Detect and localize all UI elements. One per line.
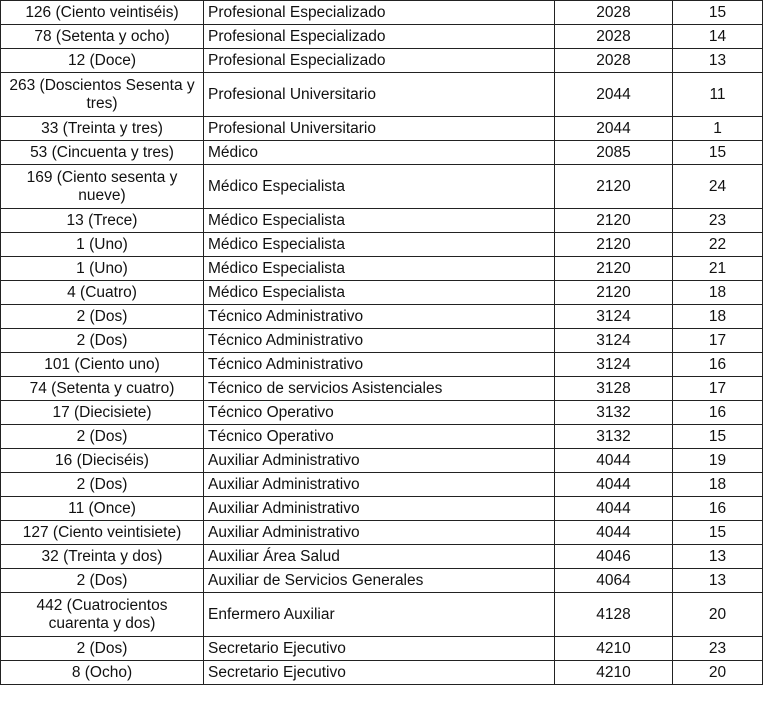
table-row xyxy=(1,425,763,449)
grade-cell: 1 xyxy=(673,117,763,141)
code-cell: 2028 xyxy=(555,1,673,25)
table-row xyxy=(1,25,763,49)
denomination-cell: Médico xyxy=(204,141,555,165)
table-row xyxy=(1,141,763,165)
denomination-cell: Médico Especialista xyxy=(204,281,555,305)
table-row xyxy=(1,281,763,305)
quantity-cell: 78 (Setenta y ocho) xyxy=(1,25,204,49)
table-row xyxy=(1,49,763,73)
code-cell: 3132 xyxy=(555,401,673,425)
grade-cell: 16 xyxy=(673,497,763,521)
table-row xyxy=(1,353,763,377)
denomination-cell: Profesional Especializado xyxy=(204,49,555,73)
denomination-cell: Auxiliar de Servicios Generales xyxy=(204,569,555,593)
positions-table-body xyxy=(1,1,763,685)
code-cell: 2028 xyxy=(555,25,673,49)
table-row xyxy=(1,209,763,233)
code-cell: 4044 xyxy=(555,473,673,497)
code-cell: 2120 xyxy=(555,233,673,257)
grade-cell: 14 xyxy=(673,25,763,49)
grade-cell: 19 xyxy=(673,449,763,473)
denomination-cell: Técnico Operativo xyxy=(204,425,555,449)
grade-cell: 22 xyxy=(673,233,763,257)
quantity-cell: 8 (Ocho) xyxy=(1,661,204,685)
quantity-cell: 2 (Dos) xyxy=(1,637,204,661)
quantity-cell: 16 (Dieciséis) xyxy=(1,449,204,473)
grade-cell: 18 xyxy=(673,473,763,497)
quantity-cell: 11 (Once) xyxy=(1,497,204,521)
denomination-cell: Técnico Administrativo xyxy=(204,353,555,377)
quantity-cell: 2 (Dos) xyxy=(1,473,204,497)
code-cell: 2085 xyxy=(555,141,673,165)
grade-cell: 23 xyxy=(673,209,763,233)
denomination-cell: Médico Especialista xyxy=(204,165,555,209)
grade-cell: 18 xyxy=(673,281,763,305)
code-cell: 3128 xyxy=(555,377,673,401)
table-row xyxy=(1,449,763,473)
grade-cell: 17 xyxy=(673,377,763,401)
code-cell: 2044 xyxy=(555,117,673,141)
table-row xyxy=(1,165,763,209)
grade-cell: 15 xyxy=(673,141,763,165)
denomination-cell: Auxiliar Área Salud xyxy=(204,545,555,569)
quantity-cell: 126 (Ciento veintiséis) xyxy=(1,1,204,25)
table-row xyxy=(1,545,763,569)
table-row xyxy=(1,233,763,257)
grade-cell: 20 xyxy=(673,661,763,685)
denomination-cell: Auxiliar Administrativo xyxy=(204,521,555,545)
grade-cell: 18 xyxy=(673,305,763,329)
code-cell: 3124 xyxy=(555,329,673,353)
table-row xyxy=(1,117,763,141)
denomination-cell: Técnico Administrativo xyxy=(204,329,555,353)
table-row xyxy=(1,637,763,661)
quantity-cell: 127 (Ciento veintisiete) xyxy=(1,521,204,545)
code-cell: 3132 xyxy=(555,425,673,449)
code-cell: 4210 xyxy=(555,637,673,661)
quantity-cell: 2 (Dos) xyxy=(1,569,204,593)
code-cell: 2120 xyxy=(555,165,673,209)
table-row xyxy=(1,401,763,425)
grade-cell: 23 xyxy=(673,637,763,661)
denomination-cell: Profesional Universitario xyxy=(204,73,555,117)
code-cell: 2120 xyxy=(555,281,673,305)
grade-cell: 20 xyxy=(673,593,763,637)
grade-cell: 15 xyxy=(673,425,763,449)
grade-cell: 15 xyxy=(673,521,763,545)
grade-cell: 11 xyxy=(673,73,763,117)
code-cell: 2044 xyxy=(555,73,673,117)
grade-cell: 16 xyxy=(673,401,763,425)
code-cell: 4128 xyxy=(555,593,673,637)
denomination-cell: Auxiliar Administrativo xyxy=(204,497,555,521)
table-row xyxy=(1,257,763,281)
denomination-cell: Secretario Ejecutivo xyxy=(204,637,555,661)
grade-cell: 13 xyxy=(673,545,763,569)
denomination-cell: Enfermero Auxiliar xyxy=(204,593,555,637)
grade-cell: 13 xyxy=(673,569,763,593)
code-cell: 4044 xyxy=(555,521,673,545)
quantity-cell: 2 (Dos) xyxy=(1,305,204,329)
quantity-cell: 442 (Cuatrocientos cuarenta y dos) xyxy=(1,593,204,637)
quantity-cell: 263 (Doscientos Sesenta y tres) xyxy=(1,73,204,117)
denomination-cell: Técnico Administrativo xyxy=(204,305,555,329)
table-row xyxy=(1,473,763,497)
quantity-cell: 2 (Dos) xyxy=(1,425,204,449)
table-row xyxy=(1,377,763,401)
denomination-cell: Médico Especialista xyxy=(204,209,555,233)
table-row xyxy=(1,569,763,593)
quantity-cell: 4 (Cuatro) xyxy=(1,281,204,305)
code-cell: 3124 xyxy=(555,305,673,329)
quantity-cell: 101 (Ciento uno) xyxy=(1,353,204,377)
quantity-cell: 33 (Treinta y tres) xyxy=(1,117,204,141)
code-cell: 4210 xyxy=(555,661,673,685)
quantity-cell: 12 (Doce) xyxy=(1,49,204,73)
denomination-cell: Auxiliar Administrativo xyxy=(204,473,555,497)
table-row xyxy=(1,661,763,685)
table-row xyxy=(1,73,763,117)
denomination-cell: Médico Especialista xyxy=(204,233,555,257)
quantity-cell: 17 (Diecisiete) xyxy=(1,401,204,425)
code-cell: 4064 xyxy=(555,569,673,593)
denomination-cell: Técnico Operativo xyxy=(204,401,555,425)
grade-cell: 17 xyxy=(673,329,763,353)
code-cell: 2120 xyxy=(555,257,673,281)
quantity-cell: 1 (Uno) xyxy=(1,233,204,257)
grade-cell: 24 xyxy=(673,165,763,209)
quantity-cell: 1 (Uno) xyxy=(1,257,204,281)
quantity-cell: 169 (Ciento sesenta y nueve) xyxy=(1,165,204,209)
table-row xyxy=(1,1,763,25)
denomination-cell: Auxiliar Administrativo xyxy=(204,449,555,473)
denomination-cell: Médico Especialista xyxy=(204,257,555,281)
quantity-cell: 74 (Setenta y cuatro) xyxy=(1,377,204,401)
grade-cell: 16 xyxy=(673,353,763,377)
code-cell: 2120 xyxy=(555,209,673,233)
grade-cell: 15 xyxy=(673,1,763,25)
denomination-cell: Técnico de servicios Asistenciales xyxy=(204,377,555,401)
grade-cell: 13 xyxy=(673,49,763,73)
quantity-cell: 53 (Cincuenta y tres) xyxy=(1,141,204,165)
table-row xyxy=(1,593,763,637)
table-row xyxy=(1,329,763,353)
grade-cell: 21 xyxy=(673,257,763,281)
quantity-cell: 32 (Treinta y dos) xyxy=(1,545,204,569)
denomination-cell: Profesional Universitario xyxy=(204,117,555,141)
denomination-cell: Secretario Ejecutivo xyxy=(204,661,555,685)
denomination-cell: Profesional Especializado xyxy=(204,1,555,25)
table-row xyxy=(1,305,763,329)
denomination-cell: Profesional Especializado xyxy=(204,25,555,49)
code-cell: 3124 xyxy=(555,353,673,377)
code-cell: 2028 xyxy=(555,49,673,73)
table-row xyxy=(1,497,763,521)
quantity-cell: 2 (Dos) xyxy=(1,329,204,353)
code-cell: 4044 xyxy=(555,449,673,473)
code-cell: 4044 xyxy=(555,497,673,521)
table-row xyxy=(1,521,763,545)
quantity-cell: 13 (Trece) xyxy=(1,209,204,233)
code-cell: 4046 xyxy=(555,545,673,569)
